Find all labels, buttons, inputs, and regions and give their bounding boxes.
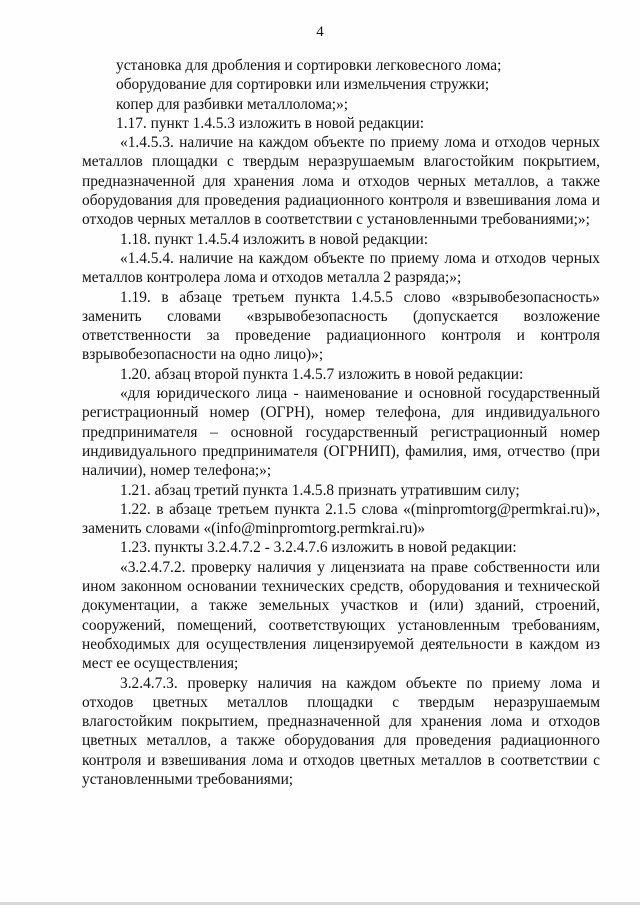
paragraph: 1.21. абзац третий пункта 1.4.5.8 признать утратившим силу; — [120, 481, 520, 499]
paragraph: 1.18. пункт 1.4.5.4 изложить в новой редакции: — [120, 230, 429, 248]
paragraph: «1.4.5.4. наличие на каждом объекте по приему лома и отходов черных металлов контролера лома и отходов металла 2 разряда;»; — [82, 249, 600, 287]
paragraph: 1.17. пункт 1.4.5.3 изложить в новой редакции: — [116, 114, 425, 132]
paragraph: 3.2.4.7.3. проверку наличия на каждом объекте по приему лома и отходов цветных металлов площадки с твердым неразрушаемым влагостойким покрытием, предназначенной для хранения лома и отходов цветных металлов, а также оборудования для проведения радиационного контроля и взвешивания лома и отходов цветных металлов в соответствии с установленными требованиями; — [82, 674, 600, 788]
paragraph: «1.4.5.3. наличие на каждом объекте по приему лома и отходов черных металлов площадки с твердым неразрушаемым влагостойким покрытием, предназначенной для хранения лома и отходов черных металлов, а также оборудования для проведения радиационного контроля и взвешивания лома и отходов черных металлов в соответствии с установленными требованиями;»; — [82, 134, 600, 229]
paragraph: оборудование для сортировки или измельчения стружки; — [116, 76, 490, 94]
paragraph: 1.23. пункты 3.2.4.7.2 - 3.2.4.7.6 изложить в новой редакции: — [120, 539, 517, 557]
page-number: 4 — [316, 24, 324, 40]
paragraph: «для юридического лица - наименование и основной государственный регистрационный номер (ОГРН), номер телефона, для индивидуального предпринимателя – основной государственный регистрационный номер индивидуального предпринимателя (ОГРНИП), фамилия, имя, отчество (при наличии), номер телефона;»; — [82, 385, 600, 480]
paragraph: установка для дробления и сортировки легковесного лома; — [116, 57, 502, 74]
paragraph: копер для разбивки металлолома;»; — [116, 95, 349, 113]
paragraph: 1.19. в абзаце третьем пункта 1.4.5.5 слово «взрывобезопасность» заменить словами «взрывобезопасность (допускается возложение ответственности за проведение радиационного контроля и контроля взрывобезопасности на одно лицо)»; — [82, 288, 600, 364]
document-body — [82, 56, 600, 789]
paragraph: 1.20. абзац второй пункта 1.4.5.7 изложить в новой редакции: — [120, 365, 524, 383]
paragraph: 1.22. в абзаце третьем пункта 2.1.5 слова «(minpromtorg@permkrai.ru)», заменить словами «(info@minpromtorg.permkrai.ru)» — [82, 500, 600, 538]
paragraph: «3.2.4.7.2. проверку наличия у лицензиата на праве собственности или ином законном основании технических средств, оборудования и технической документации, а также земельных участков и (или) зданий, строений, сооружений, помещений, соответствующих установленным требованиям, необходимых для осуществления лицензируемой деятельности в каждом из мест ее осуществления; — [82, 558, 600, 673]
